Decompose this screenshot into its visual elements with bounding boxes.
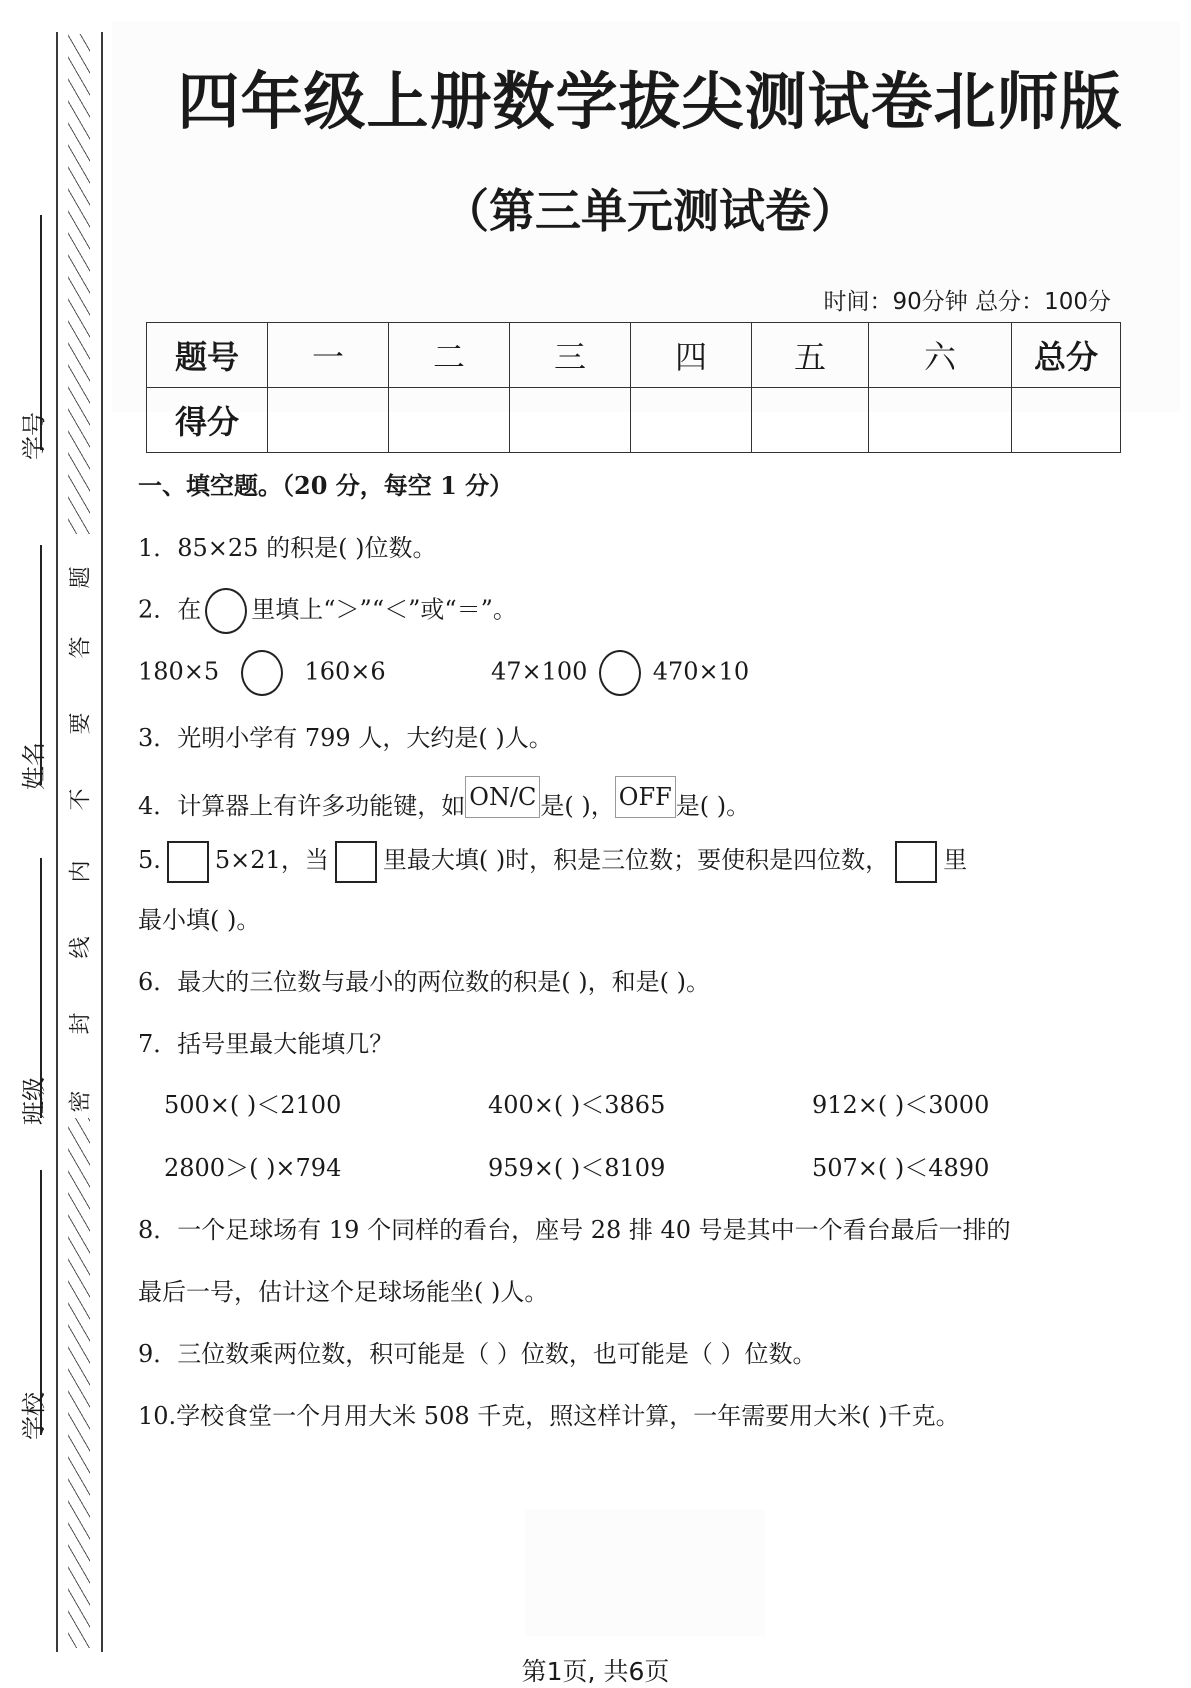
header-cell: 一 — [268, 323, 389, 388]
score-cell[interactable] — [1012, 388, 1121, 453]
seal-char: 答 — [64, 635, 95, 661]
page-title: 四年级上册数学拔尖测试卷北师版 — [177, 65, 1123, 138]
q7-item: 2800＞( )×794 — [164, 1154, 342, 1182]
q7-item: 959×( )＜8109 — [488, 1154, 666, 1182]
name-label: 姓名 — [20, 742, 48, 790]
page-subtitle: （第三单元测试卷） — [443, 184, 857, 238]
score-cell[interactable] — [268, 388, 389, 453]
seal-char: 内 — [64, 859, 95, 885]
compare-left: 47×100 — [490, 657, 588, 686]
page-indicator: 第1页, 共6页 — [521, 1657, 670, 1686]
score-cell[interactable] — [631, 388, 752, 453]
seal-char: 题 — [64, 565, 95, 591]
question-5-text: 里 — [943, 846, 968, 874]
question-5-number: 5. — [138, 846, 161, 874]
header-cell: 题号 — [147, 323, 268, 388]
student-id-label: 学号 — [20, 412, 48, 460]
header-cell: 三 — [510, 323, 631, 388]
score-cell[interactable] — [510, 388, 631, 453]
question-1: 1．85×25 的积是( )位数。 — [138, 534, 437, 562]
compare-right: 160×6 — [304, 657, 386, 686]
question-3: 3．光明小学有 799 人，大约是( )人。 — [138, 724, 553, 752]
seal-char: 不 — [64, 787, 95, 813]
score-row-label: 得分 — [147, 388, 268, 453]
score-table-score-row — [147, 388, 1121, 453]
off-key: OFF — [615, 776, 676, 818]
score-cell[interactable] — [869, 388, 1012, 453]
question-2 — [138, 588, 517, 634]
class-label: 班级 — [20, 1077, 48, 1125]
question-4-blank-2: 是( )。 — [675, 792, 751, 820]
question-5-text: 里最大填( )时，积是三位数；要使积是四位数， — [382, 846, 890, 874]
question-6: 6．最大的三位数与最小的两位数的积是( )，和是( )。 — [138, 968, 710, 996]
question-2-prefix: 2．在 — [138, 595, 202, 624]
square-blank-input[interactable] — [167, 841, 209, 883]
question-5-continued: 最小填( )。 — [138, 906, 261, 934]
seal-char: 要 — [64, 711, 95, 737]
question-8-continued: 最后一号，估计这个足球场能坐( )人。 — [138, 1278, 549, 1306]
compare-left: 180×5 — [138, 657, 220, 686]
hatch-bottom — [68, 1118, 90, 1648]
section-title: 一、填空题。（20 分，每空 1 分） — [138, 471, 514, 500]
q7-item: 500×( )＜2100 — [164, 1091, 342, 1119]
margin-line-left — [56, 32, 58, 1652]
school-label: 学校 — [20, 1392, 48, 1440]
header-cell: 总分 — [1012, 323, 1121, 388]
compare-right: 470×10 — [652, 657, 750, 686]
score-table — [146, 322, 1121, 453]
q7-item: 912×( )＜3000 — [812, 1091, 990, 1119]
square-blank-icon — [335, 841, 377, 883]
square-blank-icon — [895, 841, 937, 883]
compare-circle-input[interactable] — [599, 650, 641, 696]
score-cell[interactable] — [752, 388, 869, 453]
seal-char: 封 — [64, 1011, 95, 1037]
q7-item: 507×( )＜4890 — [812, 1154, 990, 1182]
header-cell: 四 — [631, 323, 752, 388]
question-8: 8．一个足球场有 19 个同样的看台，座号 28 排 40 号是其中一个看台最后一排的 — [138, 1216, 1011, 1244]
seal-char: 密 — [64, 1089, 95, 1115]
on-c-key: ON/C — [465, 776, 540, 818]
header-cell: 二 — [389, 323, 510, 388]
compare-circle-input[interactable] — [241, 650, 283, 696]
question-5-text: 5×21，当 — [214, 846, 329, 874]
exam-meta: 时间：90分钟 总分：100分 — [823, 289, 1111, 315]
margin-line-right — [101, 32, 103, 1652]
question-9: 9．三位数乘两位数，积可能是（ ）位数，也可能是（ ）位数。 — [138, 1340, 817, 1368]
seal-char: 线 — [64, 935, 95, 961]
question-4-blank-1: 是( )， — [540, 792, 615, 820]
question-2-items — [138, 650, 749, 696]
circle-blank-icon — [205, 588, 247, 634]
question-4-prefix: 4．计算器上有许多功能键，如 — [138, 792, 466, 820]
question-5 — [138, 840, 967, 883]
q7-item: 400×( )＜3865 — [488, 1091, 666, 1119]
question-7: 7．括号里最大能填几？ — [138, 1030, 394, 1058]
footer-background — [525, 1510, 765, 1636]
score-cell[interactable] — [389, 388, 510, 453]
hatch-top — [68, 34, 90, 534]
question-10: 10.学校食堂一个月用大米 508 千克，照这样计算，一年需要用大米( )千克。 — [138, 1402, 960, 1430]
score-table-header-row — [147, 323, 1121, 388]
header-cell: 六 — [869, 323, 1012, 388]
question-4 — [138, 783, 751, 821]
header-cell: 五 — [752, 323, 869, 388]
question-2-text: 里填上“＞”“＜”或“＝”。 — [251, 595, 517, 624]
